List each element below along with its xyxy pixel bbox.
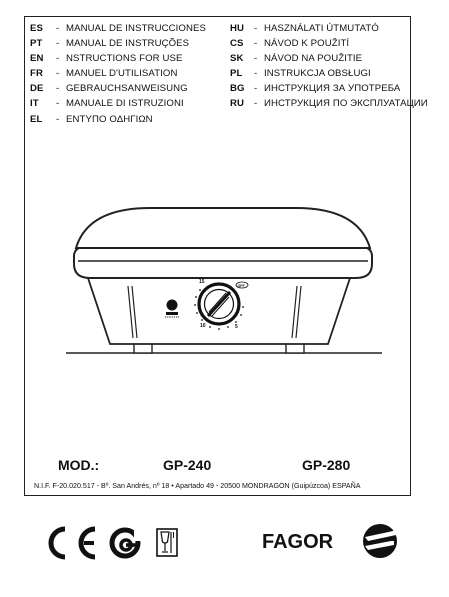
language-code: EL (30, 113, 43, 125)
language-code: SK (230, 53, 244, 65)
language-title: NÁVOD NA POUŽITIE (264, 53, 363, 65)
ce-mark-icon (51, 529, 95, 557)
language-dash: - (56, 53, 60, 65)
language-dash: - (56, 38, 60, 50)
language-title: GEBRAUCHSANWEISUNG (66, 83, 188, 95)
language-item (230, 66, 428, 81)
pilot-light-base (166, 312, 178, 315)
model-number: GP-280 (302, 457, 351, 473)
language-title: MANUALE DI ISTRUZIONI (66, 98, 184, 110)
language-item (30, 36, 206, 51)
timer-scale-dot (209, 326, 211, 328)
language-list-right (230, 21, 428, 112)
language-item (30, 112, 206, 127)
timer-label-15: 15 (199, 279, 205, 285)
brand-block (262, 520, 402, 567)
language-title: NÁVOD K POUŽITÍ (264, 38, 350, 50)
language-item (30, 21, 206, 36)
language-item (30, 96, 206, 111)
timer-scale-dot (235, 321, 237, 323)
timer-label-10: 10 (200, 323, 206, 329)
language-dash: - (254, 23, 258, 34)
language-code: PL (230, 68, 243, 80)
language-item (30, 66, 206, 81)
timer-scale-dot (218, 328, 220, 330)
model-label: MOD.: (58, 457, 100, 473)
language-code: HU (230, 23, 245, 34)
language-code: ES (30, 23, 43, 34)
language-item (230, 21, 428, 36)
language-dash: - (254, 53, 258, 65)
language-title: INSTRUKCJA OBSŁUGI (264, 68, 371, 80)
language-title: MANUAL DE INSTRUÇÕES (66, 38, 190, 50)
model-number: GP-240 (163, 457, 212, 473)
language-code: CS (230, 38, 244, 50)
timer-scale-dot (240, 314, 242, 316)
language-code: BG (230, 83, 245, 95)
language-dash: - (56, 113, 60, 125)
language-code: DE (30, 83, 44, 95)
language-dash: - (56, 23, 60, 34)
language-code: EN (30, 53, 44, 65)
language-list-left (30, 21, 206, 127)
timer-knob[interactable] (199, 284, 239, 324)
pilot-light-icon (167, 300, 178, 311)
language-title: HASZNÁLATI ÚTMUTATÓ (264, 23, 379, 34)
lid-rim (74, 246, 372, 278)
language-item (230, 36, 428, 51)
language-dash: - (56, 98, 60, 110)
language-dash: - (254, 98, 258, 110)
timer-label-5: 5 (235, 324, 238, 330)
timer-scale-dot (195, 296, 197, 298)
timer-label-off: OFF (237, 284, 245, 288)
language-title: ИНСТРУКЦИЯ ЗА УПОТРЕБА (264, 83, 401, 95)
brand-svg (262, 520, 402, 562)
language-dash: - (56, 83, 60, 95)
timer-scale-dot (242, 306, 244, 308)
language-item (230, 51, 428, 66)
language-item (30, 51, 206, 66)
brand-name: FAGOR (262, 531, 334, 553)
timer-scale-dot (196, 312, 198, 314)
certification-mark-cut (134, 529, 142, 541)
grill-illustration (60, 198, 390, 360)
language-dash: - (56, 68, 60, 80)
language-title: MANUAL DE INSTRUCCIONES (66, 23, 207, 34)
timer-scale-dot (199, 289, 201, 291)
language-code: RU (230, 98, 245, 110)
language-dash: - (254, 68, 258, 80)
language-item (230, 81, 428, 96)
company-address: N.I.F. F-20.020.517 - Bº. San Andrés, nº 18 • Apartado 49 - 20500 MONDRAGON (Guipúzcoa) ESPAÑA (34, 482, 361, 490)
language-dash: - (254, 83, 258, 95)
timer-scale-dot (194, 304, 196, 306)
language-title: ИНСТРУКЦИЯ ПО ЭКСПЛУАТАЦИИ (264, 98, 428, 110)
language-item (230, 96, 428, 111)
certification-marks (48, 523, 208, 563)
language-code: FR (30, 68, 43, 80)
certification-mark-icon (112, 529, 142, 556)
ce-mark-c (51, 529, 65, 557)
timer-scale-dot (227, 326, 229, 328)
language-item (30, 81, 206, 96)
language-code: PT (30, 38, 43, 50)
language-title: ΕΝΤΥΠΟ ΟΔΗΓΙΩΝ (66, 113, 153, 125)
language-title: MANUEL D'UTILISATION (66, 68, 178, 80)
fagor-logo-icon (363, 524, 397, 558)
lid-dome (76, 208, 370, 248)
language-dash: - (254, 38, 258, 50)
food-safe-icon (157, 529, 177, 556)
language-code: IT (30, 98, 39, 110)
timer-scale-dot (201, 319, 203, 321)
language-title: NSTRUCTIONS FOR USE (66, 53, 183, 65)
